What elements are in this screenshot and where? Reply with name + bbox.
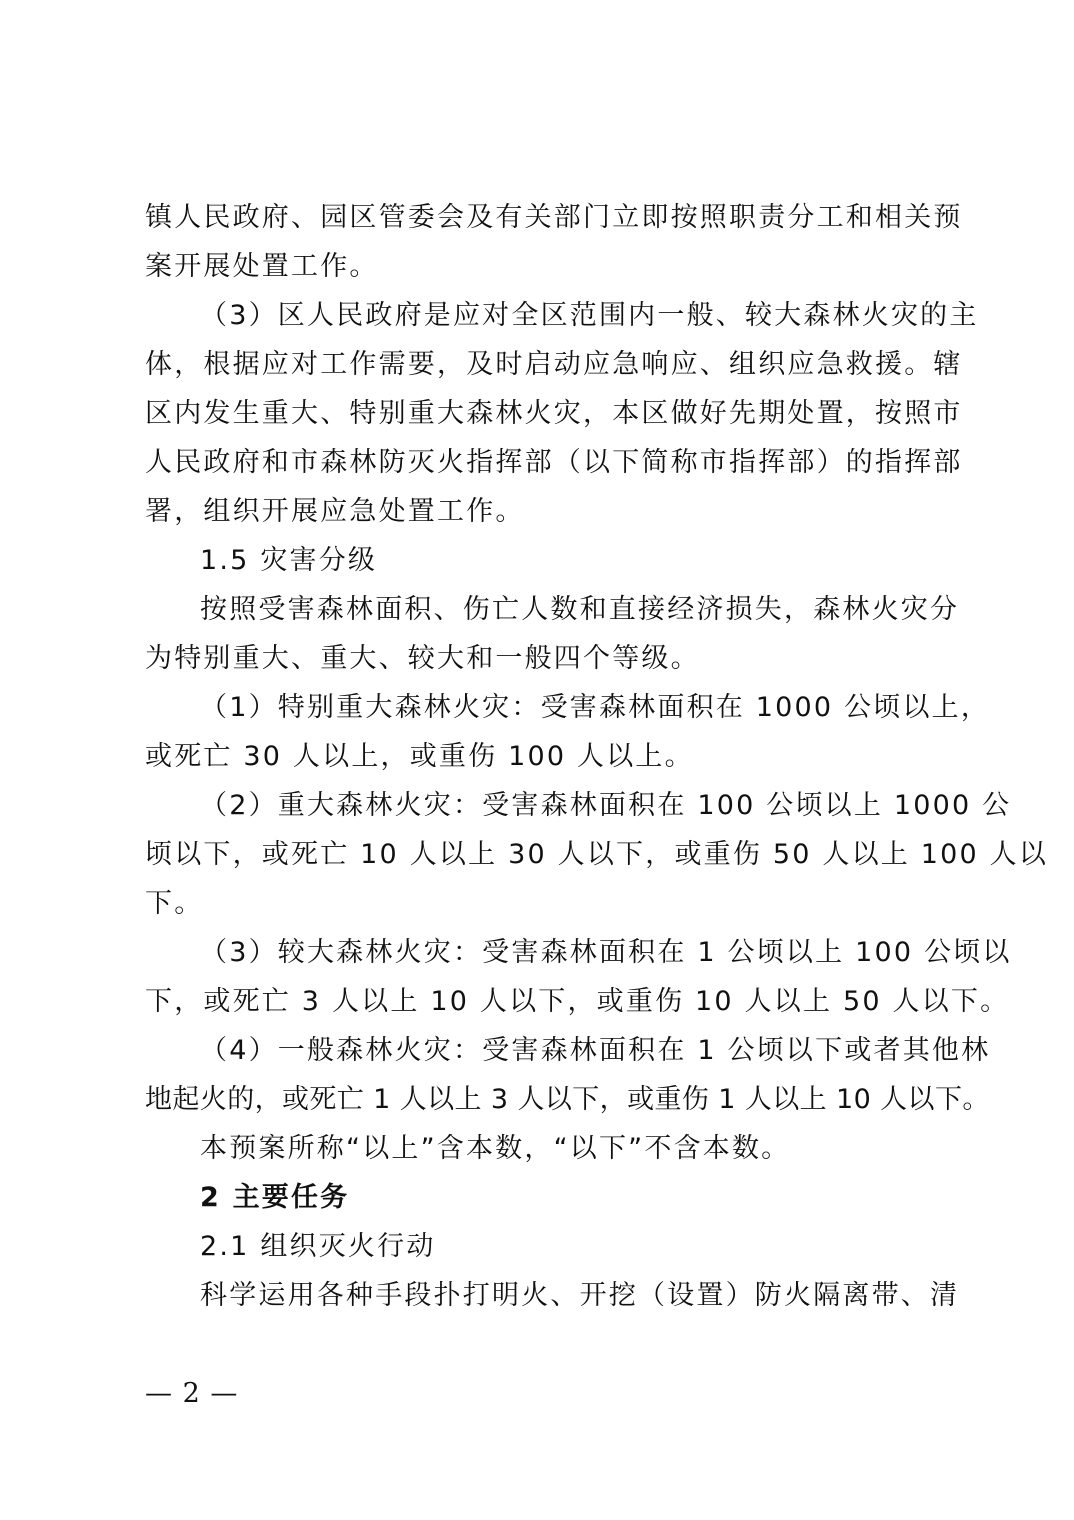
text-line: 区内发生重大、特别重大森林火灾，本区做好先期处置，按照市 xyxy=(145,398,963,429)
text-line: 为特别重大、重大、较大和一般四个等级。 xyxy=(145,643,700,674)
text-line: 顷以下，或死亡 10 人以上 30 人以下，或重伤 50 人以上 100 人以 xyxy=(145,839,1049,870)
page-number: — 2 — xyxy=(145,1378,239,1409)
section-heading: 1.5 灾害分级 xyxy=(200,545,378,576)
text-line: 地起火的，或死亡 1 人以上 3 人以下，或重伤 1 人以上 10 人以下。 xyxy=(145,1084,990,1115)
text-line: 体，根据应对工作需要，及时启动应急响应、组织应急救援。辖 xyxy=(145,349,963,380)
text-line: 镇人民政府、园区管委会及有关部门立即按照职责分工和相关预 xyxy=(145,202,963,233)
text-line: 署，组织开展应急处置工作。 xyxy=(145,496,525,527)
text-line: 本预案所称“以上”含本数，“以下”不含本数。 xyxy=(200,1133,791,1164)
text-line: 人民政府和市森林防灭火指挥部（以下简称市指挥部）的指挥部 xyxy=(145,447,963,478)
chapter-heading: 2 主要任务 xyxy=(200,1182,350,1213)
text-line: （1）特别重大森林火灾：受害森林面积在 1000 公顷以上， xyxy=(200,692,991,723)
text-line: （3）区人民政府是应对全区范围内一般、较大森林火灾的主 xyxy=(200,300,979,331)
text-line: 按照受害森林面积、伤亡人数和直接经济损失，森林火灾分 xyxy=(200,594,960,625)
text-line: 下，或死亡 3 人以上 10 人以下，或重伤 10 人以上 50 人以下。 xyxy=(145,986,1010,1017)
text-line: 案开展处置工作。 xyxy=(145,251,379,282)
text-line: 科学运用各种手段扑打明火、开挖（设置）防火隔离带、清 xyxy=(200,1280,960,1311)
text-line: 或死亡 30 人以上，或重伤 100 人以上。 xyxy=(145,741,694,772)
section-heading: 2.1 组织灭火行动 xyxy=(200,1231,436,1262)
text-line: （3）较大森林火灾：受害森林面积在 1 公顷以上 100 公顷以 xyxy=(200,937,1012,968)
text-line: （2）重大森林火灾：受害森林面积在 100 公顷以上 1000 公 xyxy=(200,790,1012,821)
text-line: （4）一般森林火灾：受害森林面积在 1 公顷以下或者其他林 xyxy=(200,1035,991,1066)
text-line: 下。 xyxy=(145,888,204,919)
